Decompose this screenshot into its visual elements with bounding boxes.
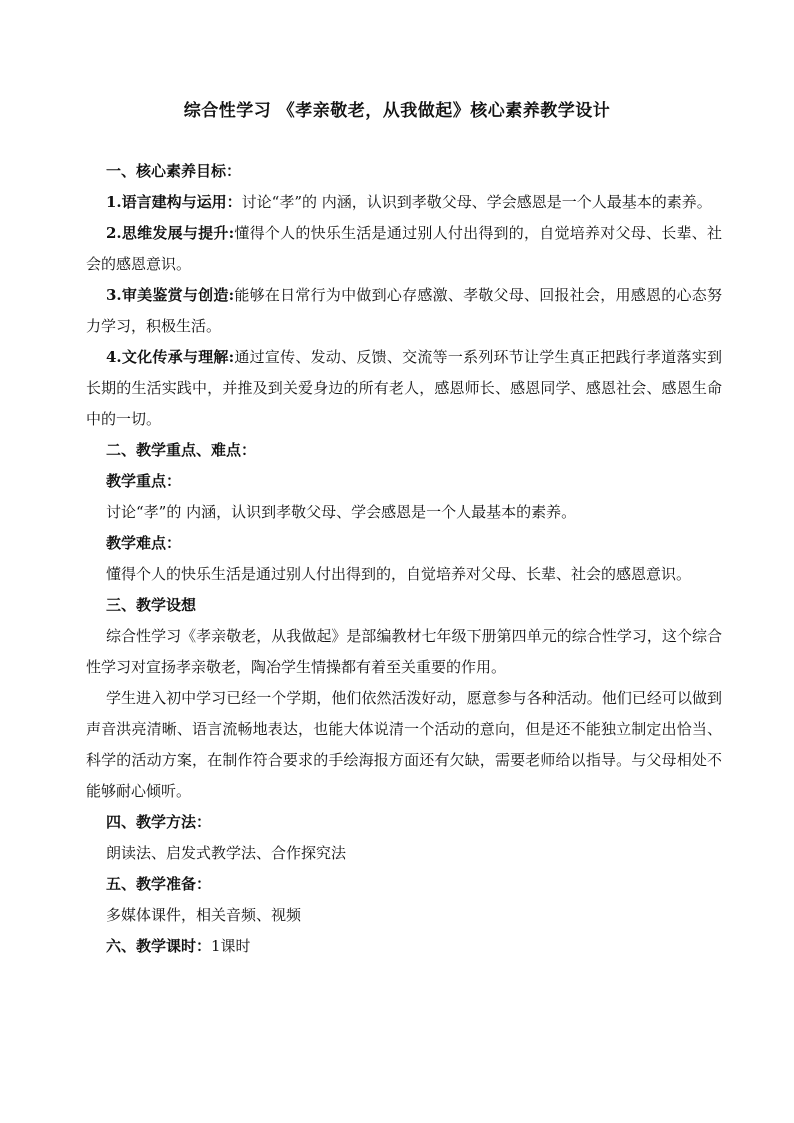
objective-3-label: 3.审美鉴赏与创造: [106, 286, 235, 304]
section6-line [86, 931, 722, 962]
section5-heading: 五、教学准备： [106, 875, 212, 893]
objective-2 [86, 218, 722, 280]
difficulties-label: 教学难点： [106, 534, 182, 552]
objective-3 [86, 280, 722, 342]
document-title: 综合性学习 《孝亲敬老，从我做起》核心素养教学设计 [183, 101, 611, 121]
objective-4 [86, 342, 722, 435]
section1-heading: 一、核心素养目标： [106, 162, 242, 180]
section6-heading: 六、教学课时： [106, 937, 212, 955]
objective-4-label: 4.文化传承与理解: [106, 348, 235, 366]
design-paragraph-2: 学生进入初中学习已经一个学期，他们依然活泼好动，愿意参与各种活动。他们已经可以做到声音洪亮清晰、语言流畅地表达，也能大体说清一个活动的意向，但是还不能独立制定出恰当、科学的活动方案，在制作符合要求的手绘海报方面还有欠缺，需要老师给以指导。与父母相处不能够耐心倾听。 [86, 689, 722, 800]
objective-1-text: 讨论“孝”的 内涵，认识到孝敬父母、学会感恩是一个人最基本的素养。 [241, 193, 712, 211]
difficulties-text: 懂得个人的快乐生活是通过别人付出得到的，自觉培养对父母、长辈、社会的感恩意识。 [106, 565, 692, 583]
section2-heading: 二、教学重点、难点： [106, 441, 257, 459]
document-body [86, 156, 722, 962]
section4-heading: 四、教学方法： [106, 813, 212, 831]
key-points-text: 讨论“孝”的 内涵，认识到孝敬父母、学会感恩是一个人最基本的素养。 [106, 503, 577, 521]
key-points-label: 教学重点： [106, 472, 182, 490]
objective-2-text: 懂得个人的快乐生活是通过别人付出得到的，自觉培养对父母、长辈、社会的感恩意识。 [86, 224, 722, 273]
design-paragraph-1: 综合性学习《孝亲敬老，从我做起》是部编教材七年级下册第四单元的综合性学习，这个综合性学习对宣扬孝亲敬老，陶冶学生情操都有着至关重要的作用。 [86, 627, 722, 676]
methods-text: 朗读法、启发式教学法、合作探究法 [106, 844, 347, 862]
section3-heading: 三、教学设想 [106, 596, 197, 614]
objective-1 [86, 187, 722, 218]
class-hours-text: 1课时 [211, 937, 251, 955]
objective-2-label: 2.思维发展与提升: [106, 224, 235, 242]
objective-3-text: 能够在日常行为中做到心存感激、孝敬父母、回报社会，用感恩的心态努力学习，积极生活。 [86, 286, 722, 335]
preparation-text: 多媒体课件，相关音频、视频 [106, 906, 302, 924]
objective-4-text: 通过宣传、发动、反馈、交流等一系列环节让学生真正把践行孝道落实到长期的生活实践中，并推及到关爱身边的所有老人，感恩师长、感恩同学、感恩社会、感恩生命中的一切。 [86, 348, 722, 428]
objective-1-label: 1.语言建构与运用： [106, 193, 242, 211]
